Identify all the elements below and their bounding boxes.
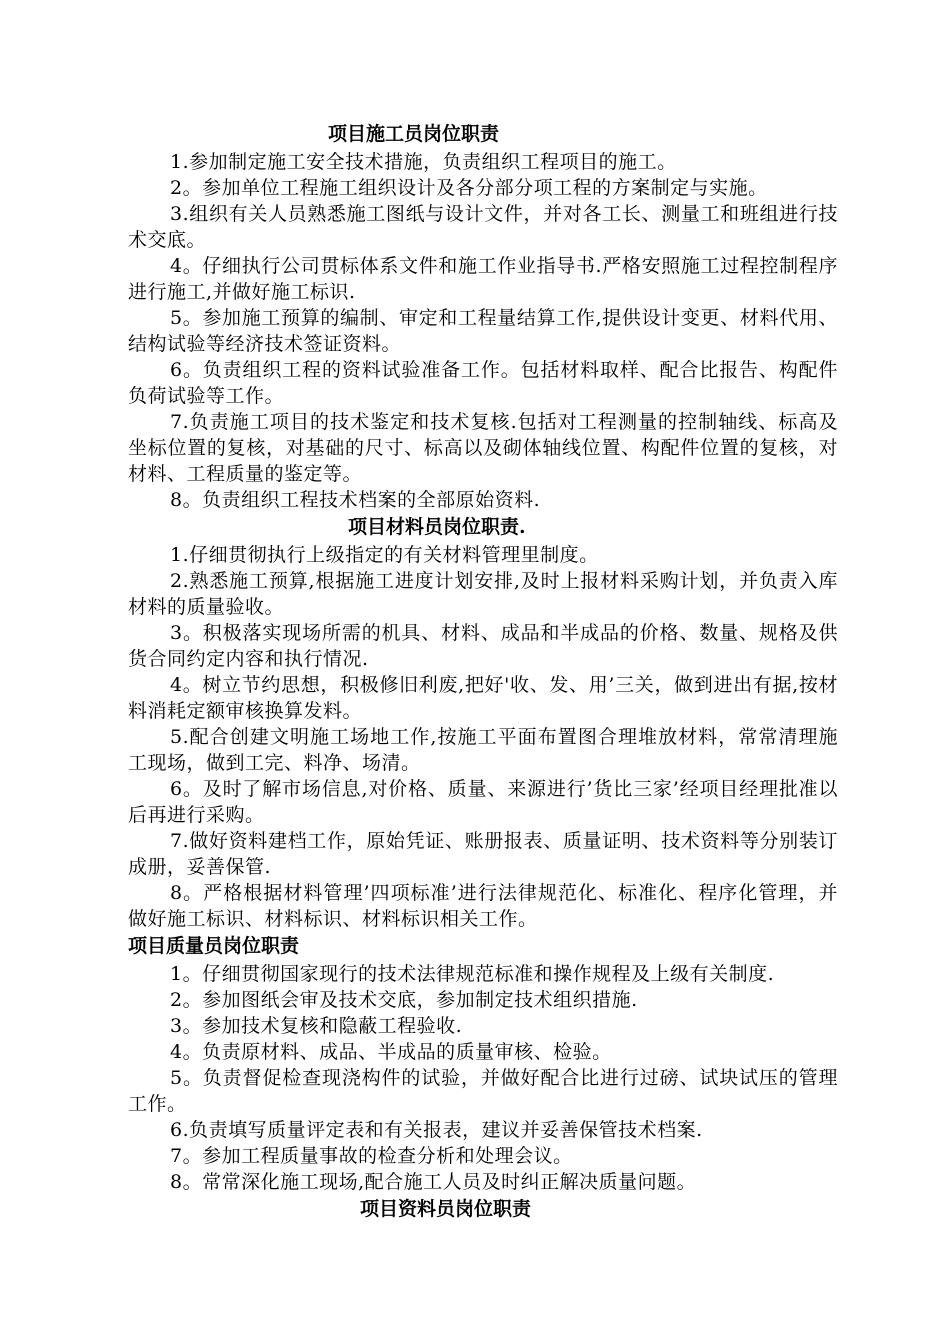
- section-heading: 项目质量员岗位职责: [128, 935, 300, 957]
- duty-item: 5.配合创建文明施工场地工作,按施工平面布置图合理堆放材料，常常清理施工现场，做到工完、料净、场清。: [128, 726, 838, 774]
- duty-item: 8。负责组织工程技术档案的全部原始资料.: [170, 489, 541, 511]
- duty-item: 4。仔细执行公司贯标体系文件和施工作业指导书.严格安照施工过程控制程序进行施工,并做好施工标识.: [128, 255, 838, 303]
- duty-item: 5。参加施工预算的编制、审定和工程量结算工作,提供设计变更、材料代用、结构试验等经济技术签证资料。: [128, 307, 838, 355]
- duty-item: 4。负责原材料、成品、半成品的质量审核、检验。: [170, 1041, 612, 1063]
- duty-item: 3.组织有关人员熟悉施工图纸与设计文件，并对各工长、测量工和班组进行技术交底。: [128, 203, 838, 251]
- duty-item: 2。参加单位工程施工组织设计及各分部分项工程的方案制定与实施。: [170, 177, 768, 199]
- duty-item: 8。常常深化施工现场,配合施工人员及时纠正解决质量问题。: [170, 1171, 697, 1193]
- duty-item: 1。仔细贯彻国家现行的技术法律规范标准和操作规程及上级有关制度.: [170, 963, 775, 985]
- section-records-worker: [128, 1195, 838, 1224]
- duty-item: 2。参加图纸会审及技术交底，参加制定技术组织措施.: [170, 989, 638, 1011]
- duty-item: 6。及时了解市场信息,对价格、质量、来源进行’货比三家’经项目经理批准以后再进行采购。: [128, 778, 838, 826]
- duty-item: 2.熟悉施工预算,根据施工进度计划安排,及时上报材料采购计划，并负责入库材料的质量验收。: [128, 570, 838, 618]
- section-quality-worker: [128, 932, 838, 1195]
- section-heading: 项目资料员岗位职责: [360, 1198, 532, 1220]
- duty-item: 7。参加工程质量事故的检查分析和处理会议。: [170, 1145, 573, 1167]
- duty-item: 5。负责督促检查现浇构件的试验，并做好配合比进行过磅、试块试压的管理工作。: [128, 1067, 838, 1115]
- section-heading: 项目材料员岗位职责.: [348, 516, 526, 538]
- duty-item: 1.仔细贯彻执行上级指定的有关材料管理里制度。: [170, 544, 599, 566]
- section-heading: 项目施工员岗位职责: [328, 123, 500, 145]
- document-body: [128, 120, 838, 1224]
- duty-item: 8。严格根据材料管理’四项标准’进行法律规范化、标准化、程序化管理，并做好施工标识、材料标识、材料标识相关工作。: [128, 882, 838, 930]
- duty-item: 1.参加制定施工安全技术措施，负责组织工程项目的施工。: [170, 151, 677, 173]
- duty-item: 7.做好资料建档工作，原始凭证、账册报表、质量证明、技术资料等分别装订成册，妥善保管.: [128, 830, 838, 878]
- duty-item: 4。树立节约思想，积极修旧利废,把好'收、发、用’三关，做到进出有据,按材料消耗定额审核换算发料。: [128, 674, 838, 722]
- section-construction-worker: [128, 120, 838, 513]
- duty-item: 3。参加技术复核和隐蔽工程验收.: [170, 1015, 463, 1037]
- duty-item: 3。积极落实现场所需的机具、材料、成品和半成品的价格、数量、规格及供货合同约定内容和执行情况.: [128, 622, 838, 670]
- duty-item: 7.负责施工项目的技术鉴定和技术复核.包括对工程测量的控制轴线、标高及坐标位置的复核，对基础的尺寸、标高以及砌体轴线位置、构配件位置的复核，对材料、工程质量的鉴定等。: [128, 411, 838, 485]
- duty-item: 6.负责填写质量评定表和有关报表，建议并妥善保管技术档案.: [170, 1119, 703, 1141]
- section-materials-worker: [128, 513, 838, 932]
- duty-item: 6。负责组织工程的资料试验准备工作。包括材料取样、配合比报告、构配件负荷试验等工作。: [128, 359, 838, 407]
